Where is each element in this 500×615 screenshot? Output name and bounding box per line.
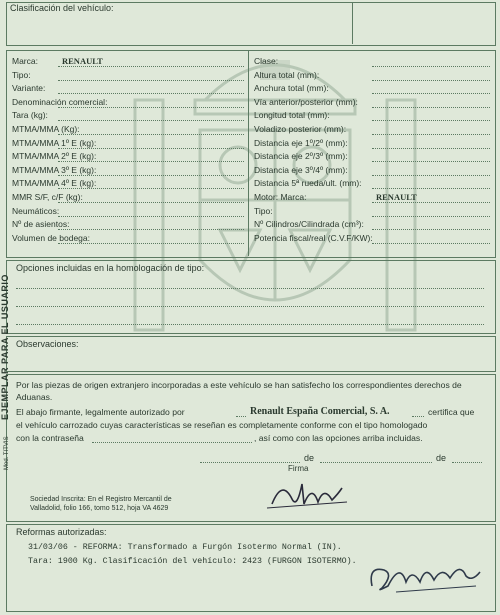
right-fields-dots-13 xyxy=(372,243,490,244)
clasificacion-label: Clasificación del vehículo: xyxy=(10,3,114,13)
firmante-dots-2 xyxy=(412,416,424,417)
observaciones-box xyxy=(6,336,496,372)
left-fields-label-8: MTMA/MMA 3º E (kg): xyxy=(12,164,97,175)
right-fields-label-2: Anchura total (mm): xyxy=(254,83,329,94)
right-fields-dots-0 xyxy=(372,66,490,67)
left-fields-dots-12 xyxy=(58,229,244,230)
opciones-line-2 xyxy=(16,306,484,307)
right-fields-dots-6 xyxy=(372,148,490,149)
firmante-text-4: con la contraseña xyxy=(16,433,84,443)
left-fields-label-9: MTMA/MMA 4º E (kg): xyxy=(12,178,97,189)
right-fields-label-11: Tipo: xyxy=(254,205,273,216)
fecha-dots-3 xyxy=(452,462,482,463)
fecha-de-1: de xyxy=(304,453,315,463)
left-fields-dots-0 xyxy=(58,66,244,67)
left-fields-label-6: MTMA/MMA 1º E (kg): xyxy=(12,137,97,148)
right-fields-label-12: Nº Cilindros/Cilindrada (cm³): xyxy=(254,219,364,230)
left-fields-dots-8 xyxy=(58,175,244,176)
left-fields-dots-9 xyxy=(58,188,244,189)
firma-signature xyxy=(262,474,352,514)
firmante-text-5: , así como con las opciones arriba incluidas. xyxy=(254,433,423,443)
modelo-side-label: Mod. TITVIS xyxy=(4,436,10,470)
sociedad-text: Sociedad Inscrita: En el Registro Mercantil de Valladolid, folio 166, tomo 512, hoja VA 4629 xyxy=(30,496,172,512)
left-fields-dots-6 xyxy=(58,148,244,149)
firmante-text-1: El abajo firmante, legalmente autorizado por xyxy=(16,407,185,417)
contrasena-dots xyxy=(92,442,252,443)
fecha-dots-2 xyxy=(320,462,432,463)
right-fields-label-0: Clase: xyxy=(254,56,279,66)
right-fields-dots-5 xyxy=(372,134,490,135)
right-fields-dots-7 xyxy=(372,161,490,162)
column-divider xyxy=(248,50,249,256)
left-fields-label-0: Marca: xyxy=(12,56,38,66)
opciones-line-1 xyxy=(16,288,484,289)
firmante-text-2: certifica que xyxy=(428,407,475,417)
right-fields-label-4: Longitud total (mm): xyxy=(254,110,330,121)
opciones-line-3 xyxy=(16,324,484,325)
left-fields-label-11: Neumáticos: xyxy=(12,205,60,216)
right-fields-label-9: Distancia 5ª rueda/ult. (mm): xyxy=(254,178,362,189)
left-fields-dots-7 xyxy=(58,161,244,162)
left-fields-label-3: Denominación comercial: xyxy=(12,96,108,107)
left-fields-label-1: Tipo: xyxy=(12,69,31,80)
right-fields-label-1: Altura total (mm): xyxy=(254,69,320,80)
right-fields-dots-3 xyxy=(372,107,490,108)
left-fields-label-5: MTMA/MMA (Kg): xyxy=(12,124,80,134)
right-fields-label-7: Distancia eje 2º/3º (mm): xyxy=(254,151,348,162)
fecha-dots-1 xyxy=(200,462,300,463)
right-fields-dots-9 xyxy=(372,188,490,189)
right-fields-dots-1 xyxy=(372,80,490,81)
left-fields-dots-10 xyxy=(58,202,244,203)
left-fields-dots-3 xyxy=(58,107,244,108)
right-fields-label-6: Distancia eje 1º/2º (mm): xyxy=(254,137,348,148)
firmante-text-3: el vehículo carrozado cuyas características se reseñan es completamente conforme con el tipo homologado xyxy=(16,420,428,430)
firmante-dots-1 xyxy=(236,416,246,417)
right-fields-label-10: Motor: Marca: xyxy=(254,192,307,202)
left-fields-dots-4 xyxy=(58,120,244,121)
right-fields-dots-11 xyxy=(372,216,490,217)
left-fields-label-2: Variante: xyxy=(12,83,46,94)
right-fields-label-13: Potencia fiscal/real (C.V.F/KW): xyxy=(254,232,373,243)
firmante-company: Renault España Comercial, S. A. xyxy=(250,406,390,417)
right-fields-label-5: Voladizo posterior (mm): xyxy=(254,124,347,134)
left-fields-label-4: Tara (kg): xyxy=(12,110,48,121)
firma-label: Firma xyxy=(288,464,309,473)
right-fields-value-10: RENAULT xyxy=(376,192,417,202)
right-fields-dots-4 xyxy=(372,120,490,121)
observaciones-label: Observaciones: xyxy=(16,339,79,349)
left-fields-dots-13 xyxy=(58,243,244,244)
left-fields-label-12: Nº de asientos: xyxy=(12,219,70,230)
left-fields-dots-11 xyxy=(58,216,244,217)
ejemplar-side-label: EJEMPLAR PARA EL USUARIO xyxy=(0,274,10,420)
right-fields-label-3: Vía anterior/posterior (mm): xyxy=(254,96,358,107)
reforma-signature xyxy=(366,552,486,598)
right-fields-dots-10 xyxy=(372,202,490,203)
left-fields-dots-5 xyxy=(58,134,244,135)
aduanas-text: Por las piezas de origen extranjero incorporadas a este vehículo se han satisfecho los correspondientes derechos de Aduanas. xyxy=(16,380,462,402)
fecha-de-2: de xyxy=(436,453,447,463)
right-fields-dots-8 xyxy=(372,175,490,176)
opciones-label: Opciones incluidas en la homologación de tipo: xyxy=(16,263,205,273)
reforma-line-1: 31/03/06 - REFORMA: Transformado a Furgón Isotermo Normal (IN). xyxy=(28,543,342,552)
left-fields-dots-1 xyxy=(58,80,244,81)
left-fields-label-7: MTMA/MMA 2º E (kg): xyxy=(12,151,97,162)
left-fields-label-10: MMR S/F, c/F (kg): xyxy=(12,192,83,202)
left-fields-value-0: RENAULT xyxy=(62,56,103,66)
left-fields-label-13: Volumen de bodega: xyxy=(12,232,90,243)
right-fields-label-8: Distancia eje 3º/4º (mm): xyxy=(254,164,348,175)
reforma-line-2: Tara: 1900 Kg. Clasificación del vehículo: 2423 (FURGON ISOTERMO). xyxy=(28,557,357,566)
left-fields-dots-2 xyxy=(58,93,244,94)
right-fields-dots-2 xyxy=(372,93,490,94)
reformas-label: Reformas autorizadas: xyxy=(16,527,107,537)
clasificacion-divider xyxy=(352,2,353,44)
right-fields-dots-12 xyxy=(372,229,490,230)
